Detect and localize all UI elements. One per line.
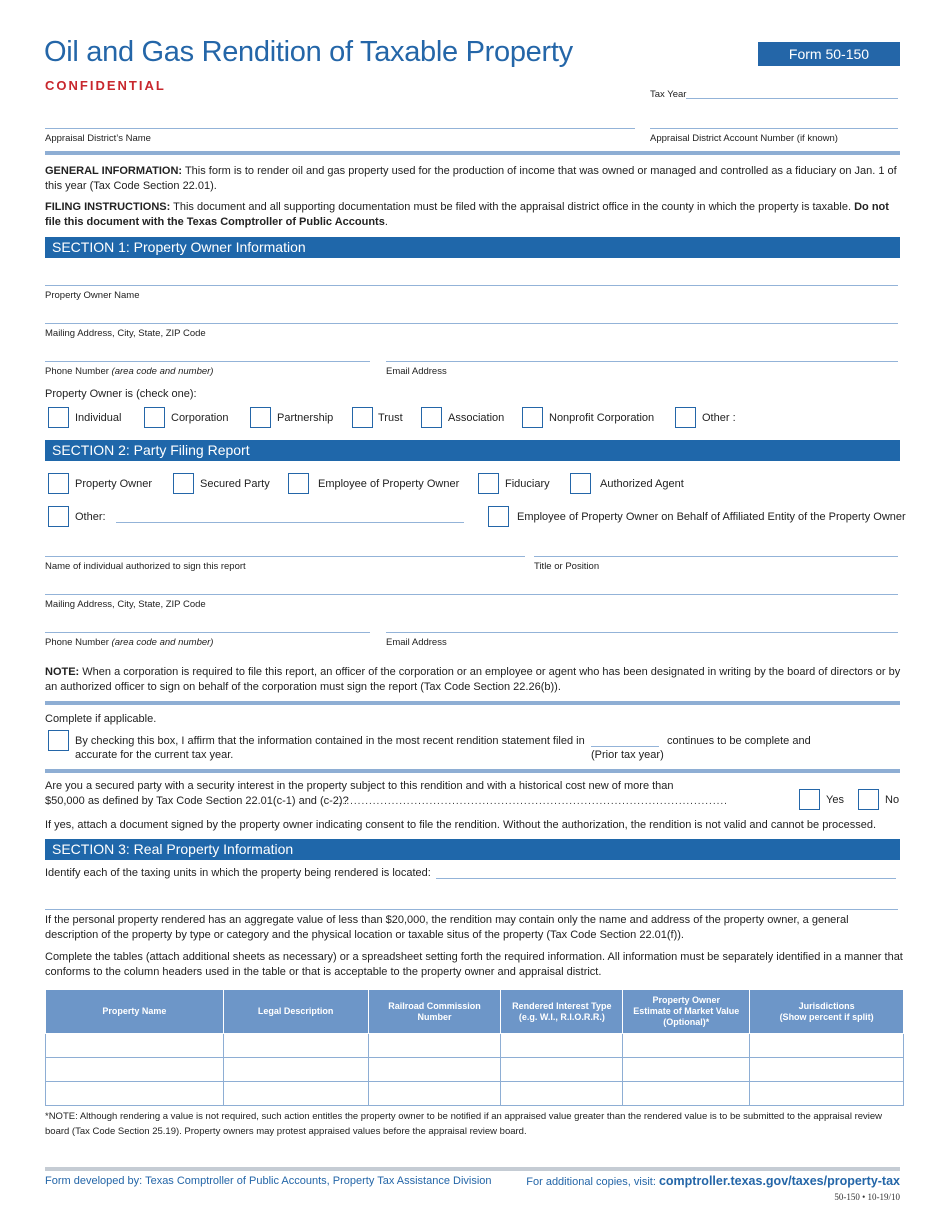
property-table <box>45 989 904 1106</box>
other-party-field[interactable] <box>116 522 464 523</box>
table-row <box>46 1034 904 1058</box>
owner-name-label: Property Owner Name <box>45 290 140 301</box>
section-3-header: SECTION 3: Real Property Information <box>45 839 900 860</box>
footer-divider <box>45 1167 900 1171</box>
other-party-label: Other: <box>75 511 106 523</box>
table-cell[interactable] <box>750 1034 904 1058</box>
checkbox-other-party[interactable] <box>48 506 69 527</box>
owner-name-field[interactable] <box>45 285 898 286</box>
table-cell[interactable] <box>223 1082 368 1106</box>
corporation-note: NOTE: When a corporation is required to file this report, an officer of the corporation or an employee or agent who has been designated in writing by the board of directors or by an authorized officer to sign on behalf of the corporation must sign the report (Tax Code Section 22.26(b)). <box>45 666 901 693</box>
checkbox-partnership[interactable] <box>250 407 271 428</box>
checkbox-authorized-agent[interactable] <box>570 473 591 494</box>
aggregate-value-paragraph: If the personal property rendered has an aggregate value of less than $20,000, the rendition may contain only the name and address of the property owner, a general description of the property by type or category and the physical location or taxable situs of the property (Tax Code Section 22.01(f)). <box>45 914 849 941</box>
table-cell[interactable] <box>623 1034 750 1058</box>
column-header-jurisdictions: Jurisdictions (Show percent if split) <box>750 990 904 1034</box>
table-cell[interactable] <box>501 1082 623 1106</box>
owner-phone-field[interactable] <box>45 361 370 362</box>
table-cell[interactable] <box>46 1058 224 1082</box>
table-cell[interactable] <box>368 1034 501 1058</box>
section-1-header: SECTION 1: Property Owner Information <box>45 237 900 258</box>
checkbox-label: Authorized Agent <box>600 478 684 490</box>
filing-instructions: FILING INSTRUCTIONS: This document and all supporting documentation must be filed with the appraisal district office in the county in which the property is taxable. Do not file this document with the Texas Comptroller of Public Accounts. <box>45 201 889 228</box>
form-title: Oil and Gas Rendition of Taxable Property <box>44 36 573 68</box>
owner-mailing-field[interactable] <box>45 323 898 324</box>
leader-dots: ........................................................................................................ <box>335 796 728 807</box>
taxing-units-field-2[interactable] <box>45 909 898 910</box>
signer-title-field[interactable] <box>534 556 898 557</box>
checkbox-label: Employee of Property Owner <box>318 478 460 490</box>
checkbox-label: Association <box>448 412 505 424</box>
divider <box>45 769 900 773</box>
checkbox-label: Property Owner <box>75 478 153 490</box>
checkbox-corporation[interactable] <box>144 407 165 428</box>
checkbox-fiduciary[interactable] <box>478 473 499 494</box>
table-cell[interactable] <box>46 1034 224 1058</box>
owner-type-prompt: Property Owner is (check one): <box>45 388 197 400</box>
table-cell[interactable] <box>623 1058 750 1082</box>
owner-phone-label: Phone Number (area code and number) <box>45 366 214 377</box>
secured-yes-label: Yes <box>826 794 844 806</box>
table-cell[interactable] <box>368 1082 501 1106</box>
column-header-legal-description: Legal Description <box>223 990 368 1034</box>
owner-mailing-label: Mailing Address, City, State, ZIP Code <box>45 328 206 339</box>
table-cell[interactable] <box>750 1082 904 1106</box>
affiliated-entity-label: Employee of Property Owner on Behalf of Affiliated Entity of the Property Owner <box>517 511 906 523</box>
checkbox-secured-party[interactable] <box>173 473 194 494</box>
continues-text: continues to be complete and <box>667 735 811 747</box>
checkbox-secured-yes[interactable] <box>799 789 820 810</box>
divider <box>45 701 900 705</box>
checkbox-property-owner[interactable] <box>48 473 69 494</box>
filer-email-label: Email Address <box>386 637 447 648</box>
table-row <box>46 1082 904 1106</box>
complete-tables-paragraph: Complete the tables (attach additional sheets as necessary) or a spreadsheet setting forth the required information. All information must be separately identified in a manner that conforms to the column headers used in the table or that is acceptable to the property owner and appraisal district. <box>45 951 903 978</box>
comptroller-link[interactable]: comptroller.texas.gov/taxes/property-tax <box>658 1174 900 1188</box>
appraisal-district-name-label: Appraisal District’s Name <box>45 133 151 144</box>
table-cell[interactable] <box>501 1034 623 1058</box>
checkbox-affiliated-entity[interactable] <box>488 506 509 527</box>
secured-attach-note: If yes, attach a document signed by the property owner indicating consent to file the rendition. Without the authorization, the rendition is not valid and cannot be processed. <box>45 819 877 831</box>
owner-email-label: Email Address <box>386 366 447 377</box>
tax-year-label: Tax Year <box>650 89 687 100</box>
column-header-railroad-commission: Railroad Commission Number <box>368 990 501 1034</box>
column-header-property-name: Property Name <box>46 990 224 1034</box>
affirm-text-line2: accurate for the current tax year. <box>75 749 234 761</box>
form-number-badge: Form 50-150 <box>758 42 900 66</box>
checkbox-other-owner[interactable] <box>675 407 696 428</box>
form-revision-code: 50-150 • 10-19/10 <box>834 1192 900 1202</box>
filer-phone-field[interactable] <box>45 632 370 633</box>
table-footnote: *NOTE: Although rendering a value is not required, such action entitles the property owner to be notified if an appraised value greater than the rendered value is to be submitted to the appraisal review board (Tax Code Section 25.19). Property owners may protest appraised values before the appraisal review board. <box>45 1111 883 1137</box>
table-cell[interactable] <box>501 1058 623 1082</box>
checkbox-individual[interactable] <box>48 407 69 428</box>
appraisal-district-name-field[interactable] <box>45 128 635 129</box>
checkbox-label: Secured Party <box>200 478 270 490</box>
table-row <box>46 1058 904 1082</box>
checkbox-label: Other : <box>702 412 736 424</box>
affirm-text-line1: By checking this box, I affirm that the information contained in the most recent rendition statement filed in <box>75 735 585 747</box>
prior-tax-year-field[interactable] <box>591 746 659 747</box>
filer-mailing-field[interactable] <box>45 594 898 595</box>
table-cell[interactable] <box>623 1082 750 1106</box>
table-cell[interactable] <box>223 1058 368 1082</box>
checkbox-secured-no[interactable] <box>858 789 879 810</box>
checkbox-trust[interactable] <box>352 407 373 428</box>
table-cell[interactable] <box>368 1058 501 1082</box>
secured-no-label: No <box>885 794 900 806</box>
checkbox-label: Fiduciary <box>505 478 550 490</box>
confidential-label: CONFIDENTIAL <box>45 78 166 93</box>
checkbox-label: Corporation <box>171 412 229 424</box>
column-header-market-value: Property Owner Estimate of Market Value (Optional)* <box>623 990 750 1034</box>
filer-email-field[interactable] <box>386 632 898 633</box>
signer-title-label: Title or Position <box>534 561 600 572</box>
account-number-field[interactable] <box>650 128 898 129</box>
table-header-row <box>46 990 904 1034</box>
checkbox-label: Trust <box>378 412 403 424</box>
section-2-header: SECTION 2: Party Filing Report <box>45 440 900 461</box>
developed-by: Form developed by: Texas Comptroller of Public Accounts, Property Tax Assistance Division <box>45 1175 492 1187</box>
prior-tax-year-label: (Prior tax year) <box>591 749 664 761</box>
filer-mailing-label: Mailing Address, City, State, ZIP Code <box>45 599 206 610</box>
table-cell[interactable] <box>750 1058 904 1082</box>
complete-if-applicable-label: Complete if applicable. <box>45 713 157 725</box>
additional-copies: For additional copies, visit: comptroller.texas.gov/taxes/property-tax <box>526 1174 900 1188</box>
checkbox-nonprofit-corporation[interactable] <box>522 407 543 428</box>
account-number-label: Appraisal District Account Number (if known) <box>650 133 838 144</box>
secured-question-line1: Are you a secured party with a security interest in the property subject to this rendition and with a historical cost new of more than <box>45 780 674 792</box>
divider <box>45 151 900 155</box>
owner-email-field[interactable] <box>386 361 898 362</box>
taxing-units-field[interactable] <box>436 878 896 879</box>
secured-question-line2: $50,000 as defined by Tax Code Section 22.01(c-1) and (c-2)? <box>45 795 349 807</box>
checkbox-label: Individual <box>75 412 122 424</box>
filer-phone-label: Phone Number (area code and number) <box>45 637 214 648</box>
checkbox-label: Partnership <box>277 412 334 424</box>
checkbox-employee-of-owner[interactable] <box>288 473 309 494</box>
table-cell[interactable] <box>223 1034 368 1058</box>
checkbox-label: Nonprofit Corporation <box>549 412 655 424</box>
taxing-units-label: Identify each of the taxing units in which the property being rendered is located: <box>45 867 431 879</box>
table-cell[interactable] <box>46 1082 224 1106</box>
checkbox-affirm-prior-rendition[interactable] <box>48 730 69 751</box>
column-header-interest-type: Rendered Interest Type (e.g. W.I., R.I.O.R.R.) <box>501 990 623 1034</box>
signer-name-label: Name of individual authorized to sign this report <box>45 561 246 572</box>
checkbox-association[interactable] <box>421 407 442 428</box>
tax-year-field[interactable] <box>686 98 898 99</box>
general-information: GENERAL INFORMATION: This form is to render oil and gas property used for the production of income that was owned or managed and controlled as a fiduciary on Jan. 1 of this year (Tax Code Section 22.01). <box>45 165 897 192</box>
signer-name-field[interactable] <box>45 556 525 557</box>
